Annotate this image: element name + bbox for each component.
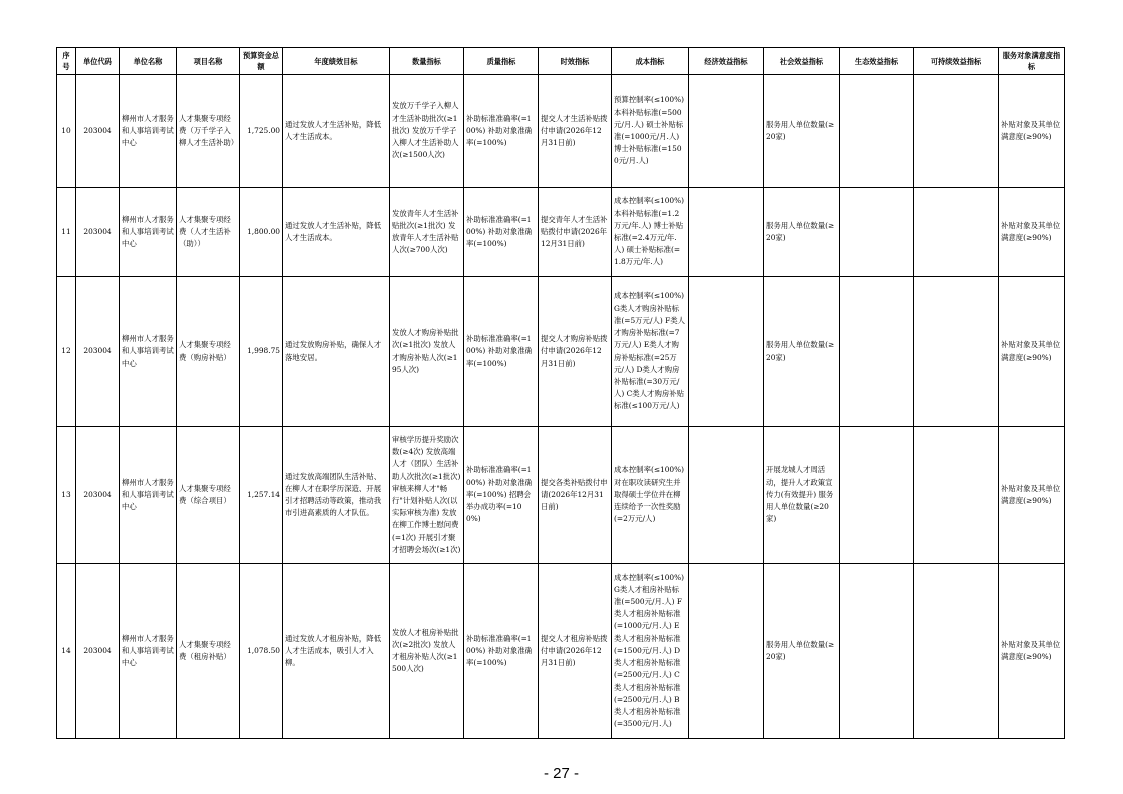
- header-cell-sustainable: 可持续效益指标: [914, 48, 999, 75]
- row-economic: [689, 188, 764, 277]
- row-economic: [689, 564, 764, 739]
- table-row: [57, 188, 1065, 277]
- row-economic: [689, 277, 764, 427]
- row-quantity: 发放万千学子入柳人才生活补助批次(≥1批次) 发放万千学子入柳人才生活补助人次(≥1500人次): [390, 75, 464, 188]
- row-ecological: [840, 427, 914, 564]
- row-code: 203004: [76, 188, 120, 277]
- row-no: 10: [57, 75, 76, 188]
- row-unit: 柳州市人才服务和人事培训考试中心: [120, 277, 177, 427]
- row-goal: 通过发放购房补贴，确保人才落地安居。: [283, 277, 390, 427]
- row-ecological: [840, 188, 914, 277]
- page-number: - 27 -: [543, 765, 579, 782]
- row-goal: 通过发放人才生活补贴，降低人才生活成本。: [283, 75, 390, 188]
- header-cell-quality: 质量指标: [464, 48, 539, 75]
- row-quality: 补助标准准确率(=100%) 补助对象准确率(=100%): [464, 277, 539, 427]
- header-cell-goal: 年度绩效目标: [283, 48, 390, 75]
- row-project: 人才集聚专项经费（购房补贴）: [177, 277, 240, 427]
- row-unit: 柳州市人才服务和人事培训考试中心: [120, 564, 177, 739]
- row-cost: 成本控制率(≤100%) G类人才购房补贴标准(=5万元/人) F类人才购房补贴标准(=7万元/人) E类人才购房补贴标准(=25万元/人) D类人才购房补贴标准(=30万元/人) C类人才购房补贴标准(≤100万元/人): [612, 277, 689, 427]
- header-cell-budget: 预算资金总额: [240, 48, 283, 75]
- table-row: [57, 75, 1065, 188]
- row-goal: 通过发放人才租房补贴，降低人才生活成本，吸引人才入柳。: [283, 564, 390, 739]
- header-cell-ecological: 生态效益指标: [840, 48, 914, 75]
- row-sustainable: [914, 564, 999, 739]
- row-budget: 1,078.50: [240, 564, 283, 739]
- row-cost: 成本控制率(≤100%) 本科补贴标准(=1.2万元/年.人) 博士补贴标准(=2.4万元/年.人) 硕士补贴标准(=1.8万元/年.人): [612, 188, 689, 277]
- header-cell-code: 单位代码: [76, 48, 120, 75]
- header-cell-no: 序号: [57, 48, 76, 75]
- table-row: [57, 564, 1065, 739]
- row-quantity: 审核学历提升奖励次数(≥4次) 发放高端人才（团队）生活补助人次批次(≥1批次) 审核来柳人才"畅行"计划补贴人次(以实际审核为准) 发放在柳工作博士慰问费(=1次) 开展引才聚才招聘会场次(≥1次): [390, 427, 464, 564]
- row-satisfaction: 补贴对象及其单位满意度(≥90%): [999, 564, 1065, 739]
- row-budget: 1,725.00: [240, 75, 283, 188]
- header-cell-cost: 成本指标: [612, 48, 689, 75]
- row-sustainable: [914, 75, 999, 188]
- row-budget: 1,257.14: [240, 427, 283, 564]
- row-no: 12: [57, 277, 76, 427]
- row-ecological: [840, 277, 914, 427]
- row-unit: 柳州市人才服务和人事培训考试中心: [120, 427, 177, 564]
- header-cell-timeliness: 时效指标: [539, 48, 612, 75]
- header-cell-project: 项目名称: [177, 48, 240, 75]
- row-project: 人才集聚专项经费（租房补贴）: [177, 564, 240, 739]
- row-ecological: [840, 75, 914, 188]
- row-timeliness: 提交各类补贴拨付申请(2026年12月31日前): [539, 427, 612, 564]
- header-row: [57, 48, 1065, 75]
- row-timeliness: 提交人才生活补贴拨付申请(2026年12月31日前): [539, 75, 612, 188]
- header-cell-unit: 单位名称: [120, 48, 177, 75]
- row-satisfaction: 补贴对象及其单位满意度(≥90%): [999, 277, 1065, 427]
- row-sustainable: [914, 427, 999, 564]
- row-satisfaction: 补贴对象及其单位满意度(≥90%): [999, 75, 1065, 188]
- row-satisfaction: 补贴对象及其单位满意度(≥90%): [999, 427, 1065, 564]
- row-budget: 1,998.75: [240, 277, 283, 427]
- row-no: 14: [57, 564, 76, 739]
- header-cell-satisfaction: 服务对象满意度指标: [999, 48, 1065, 75]
- row-goal: 通过发放人才生活补贴，降低人才生活成本。: [283, 188, 390, 277]
- row-code: 203004: [76, 75, 120, 188]
- row-no: 13: [57, 427, 76, 564]
- row-satisfaction: 补贴对象及其单位满意度(≥90%): [999, 188, 1065, 277]
- row-economic: [689, 75, 764, 188]
- row-social: 服务用人单位数量(≥20家): [764, 277, 840, 427]
- row-economic: [689, 427, 764, 564]
- row-goal: 通过发放高端团队生活补贴、在柳人才在职学历深造、开展引才招聘活动等政策，推动我市引进高素质的人才队伍。: [283, 427, 390, 564]
- header-cell-quantity: 数量指标: [390, 48, 464, 75]
- row-code: 203004: [76, 277, 120, 427]
- row-cost: 成本控制率(≤100%) G类人才租房补贴标准(=500元/月.人) F类人才租房补贴标准(=1000元/月.人) E类人才租房补贴标准(=1500元/月.人) D类人才租房补贴标准(=2500元/月.人) C类人才租房补贴标准(=2500元/月.人) B类人才租房补贴标准(=3500元/月.人): [612, 564, 689, 739]
- row-quantity: 发放青年人才生活补贴批次(≥1批次) 发放青年人才生活补贴人次(≥700人次): [390, 188, 464, 277]
- row-timeliness: 提交人才购房补贴拨付申请(2026年12月31日前): [539, 277, 612, 427]
- row-sustainable: [914, 188, 999, 277]
- row-code: 203004: [76, 427, 120, 564]
- header-cell-social: 社会效益指标: [764, 48, 840, 75]
- header-cell-economic: 经济效益指标: [689, 48, 764, 75]
- table-row: [57, 277, 1065, 427]
- row-timeliness: 提交人才租房补贴拨付申请(2026年12月31日前): [539, 564, 612, 739]
- row-social: 服务用人单位数量(≥20家): [764, 188, 840, 277]
- row-social: 开展龙城人才周活动，提升人才政策宣传力(有效提升) 服务用人单位数量(≥20家): [764, 427, 840, 564]
- row-no: 11: [57, 188, 76, 277]
- row-quality: 补助标准准确率(=100%) 补助对象准确率(=100%): [464, 564, 539, 739]
- row-budget: 1,800.00: [240, 188, 283, 277]
- row-social: 服务用人单位数量(≥20家): [764, 564, 840, 739]
- table-row: [57, 427, 1065, 564]
- row-code: 203004: [76, 564, 120, 739]
- performance-goals-table: [56, 47, 1065, 739]
- row-timeliness: 提交青年人才生活补贴拨付申请(2026年12月31日前): [539, 188, 612, 277]
- row-social: 服务用人单位数量(≥20家): [764, 75, 840, 188]
- row-unit: 柳州市人才服务和人事培训考试中心: [120, 75, 177, 188]
- row-project: 人才集聚专项经费（人才生活补（助））: [177, 188, 240, 277]
- row-quantity: 发放人才购房补贴批次(≥1批次) 发放人才购房补贴人次(≥195人次): [390, 277, 464, 427]
- row-quality: 补助标准准确率(=100%) 补助对象准确率(=100%): [464, 188, 539, 277]
- row-unit: 柳州市人才服务和人事培训考试中心: [120, 188, 177, 277]
- row-ecological: [840, 564, 914, 739]
- row-project: 人才集聚专项经费（万千学子入柳人才生活补助）: [177, 75, 240, 188]
- row-cost: 预算控制率(≤100%) 本科补贴标准(=500元/月.人) 硕士补贴标准(=1000元/月.人) 博士补贴标准(=1500元/月.人): [612, 75, 689, 188]
- row-sustainable: [914, 277, 999, 427]
- row-project: 人才集聚专项经费（综合项目）: [177, 427, 240, 564]
- row-quantity: 发放人才租房补贴批次(≥2批次) 发放人才租房补贴人次(≥1500人次): [390, 564, 464, 739]
- row-quality: 补助标准准确率(=100%) 补助对象准确率(=100%): [464, 75, 539, 188]
- row-quality: 补助标准准确率(=100%) 补助对象准确率(=100%) 招聘会举办成功率(=100%): [464, 427, 539, 564]
- row-cost: 成本控制率(≤100%) 对在职攻读研究生并取得硕士学位并在柳连续给予一次性奖励(=2万元/人): [612, 427, 689, 564]
